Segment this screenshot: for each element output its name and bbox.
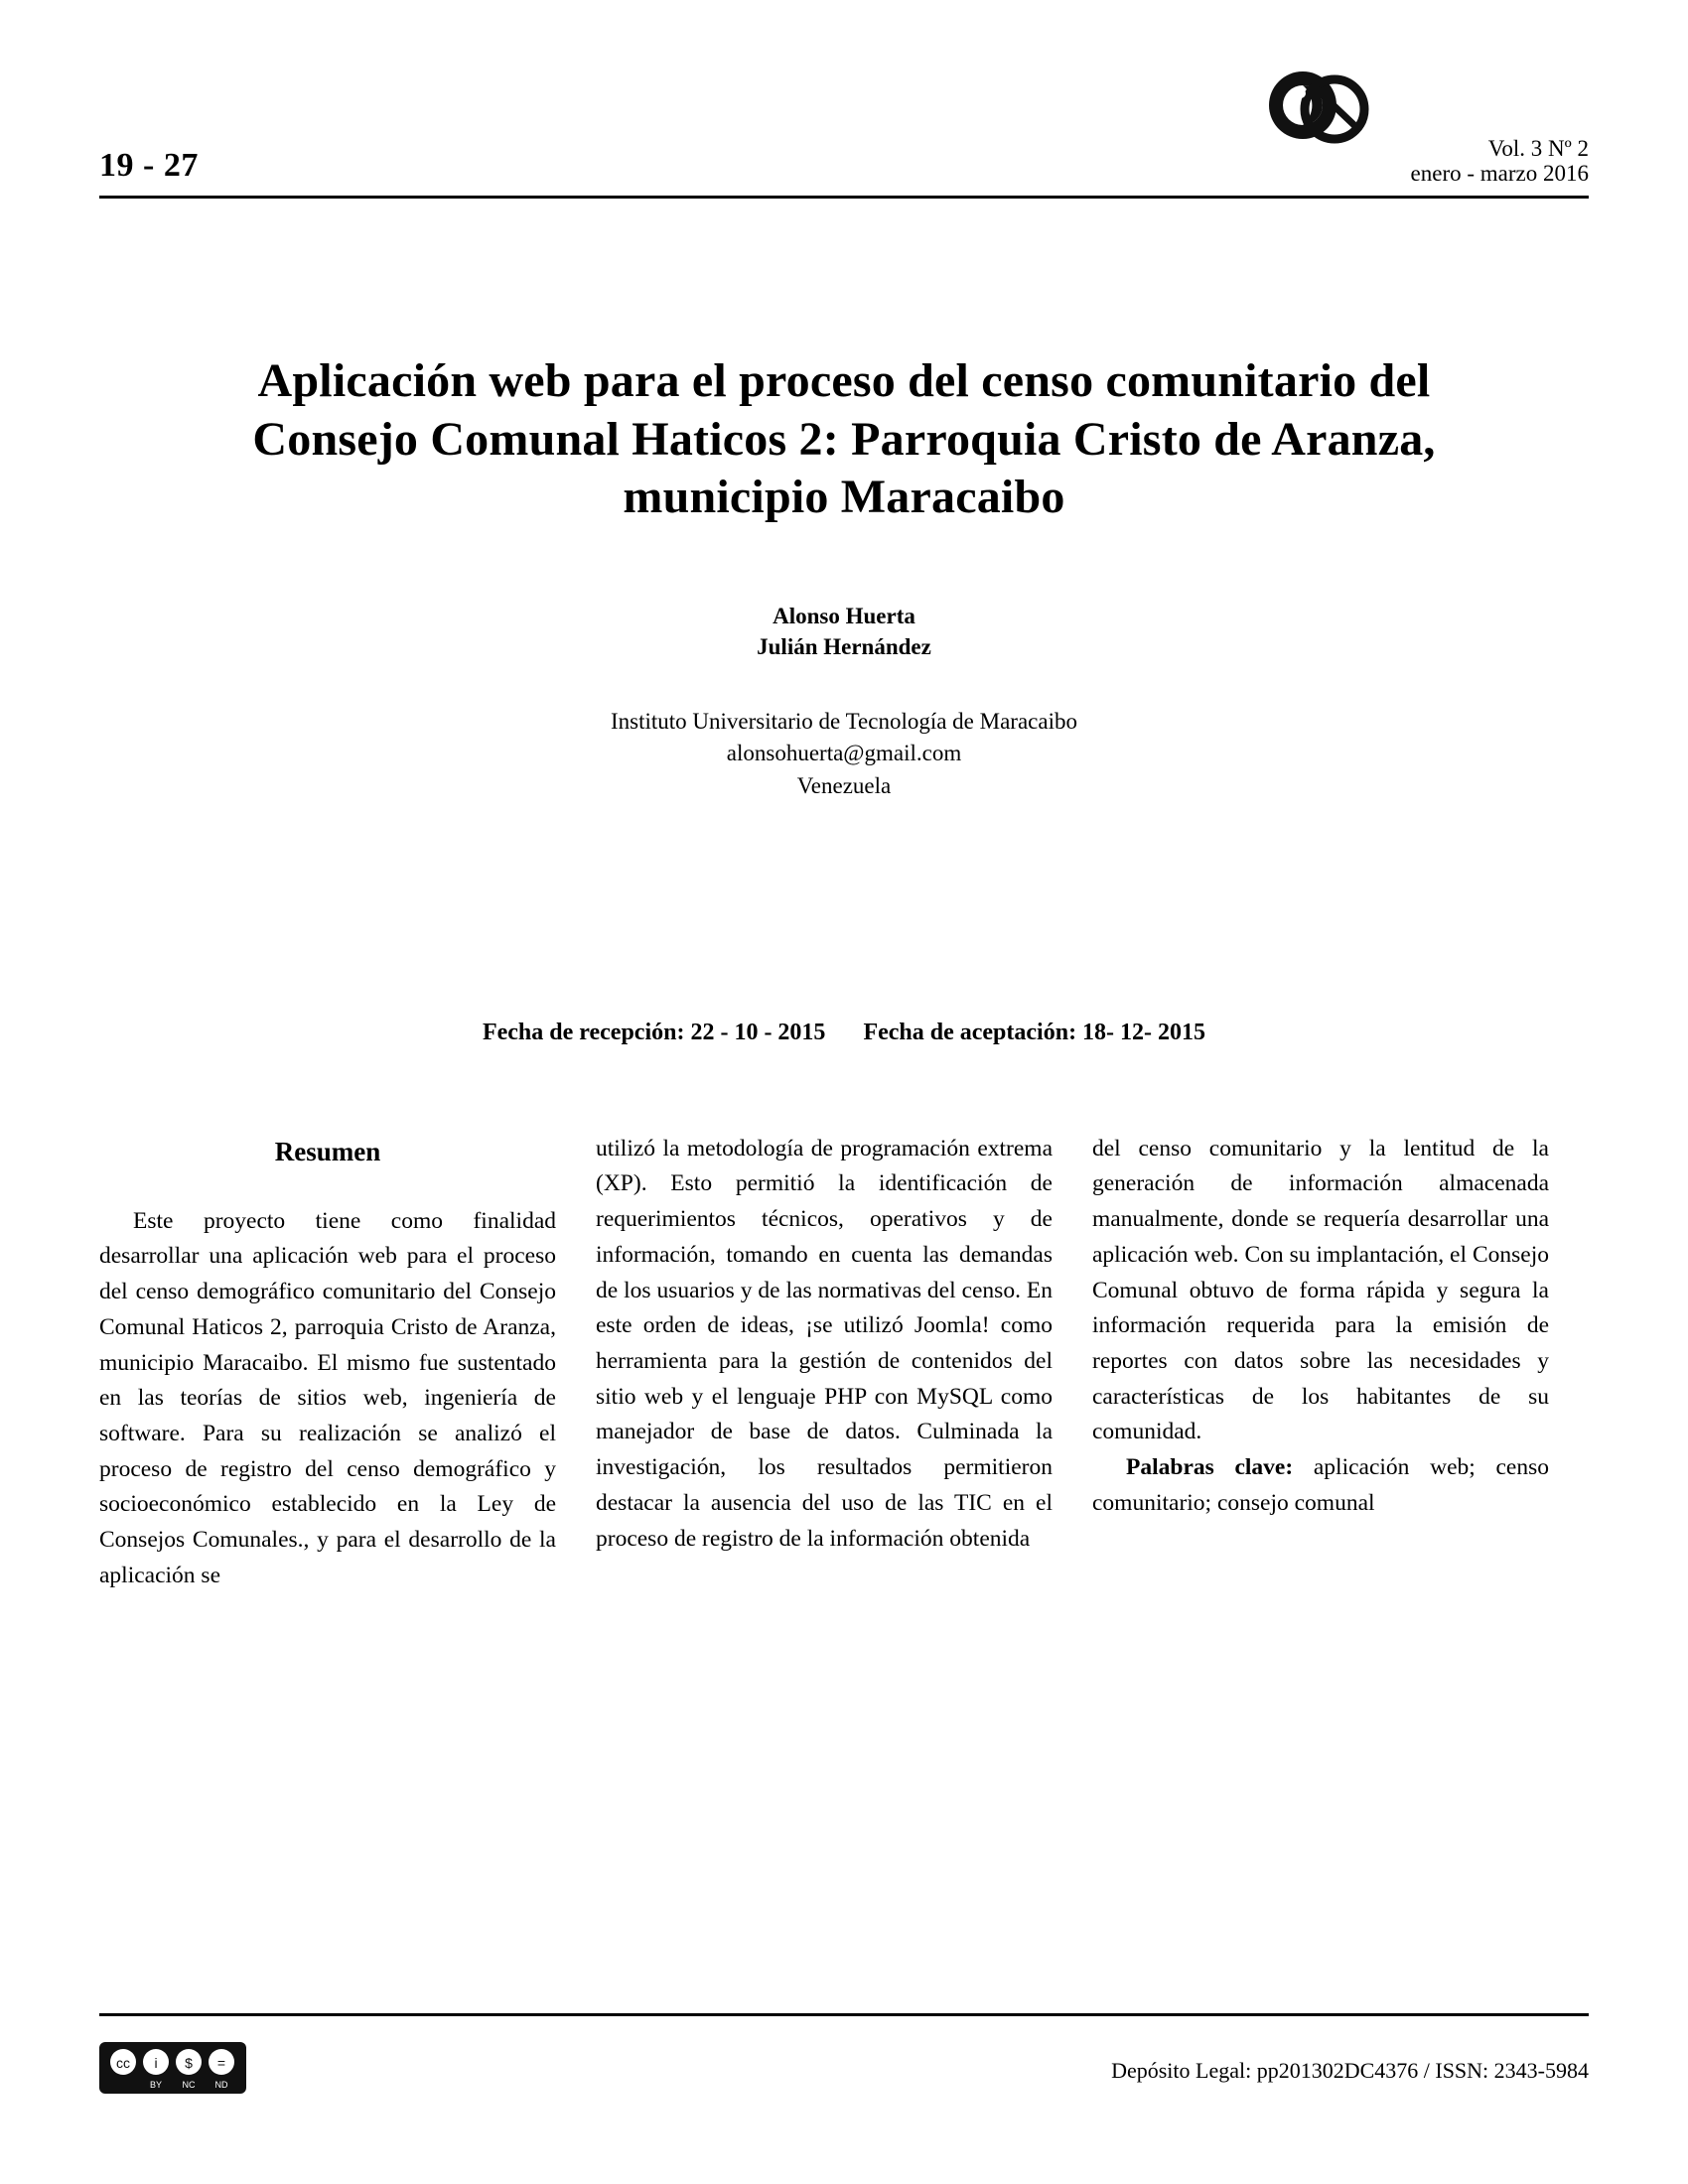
abstract-column-2 — [596, 1132, 1053, 1558]
svg-text:i: i — [154, 2055, 158, 2071]
svg-text:$: $ — [185, 2055, 193, 2071]
abstract-paragraph: Este proyecto tiene como finalidad desarrollar una aplicación web para el proceso del censo demográfico comunitario del Consejo Comunal Haticos 2, parroquia Cristo de Aranza, municipio Maracaibo. El mismo fue sustentado en las teorías de sitios web, ingeniería de software. Para su realización se analizó el proceso de registro del censo demográfico y socioeconómico establecido en la Ley de Consejos Comunales., y para el desarrollo de la aplicación se — [99, 1207, 556, 1588]
svg-text:NC: NC — [182, 2080, 196, 2090]
page-footer — [99, 2013, 1589, 2099]
author-name: Julián Hernández — [757, 633, 931, 659]
creative-commons-by-nc-nd-icon — [99, 2042, 246, 2099]
page-header — [99, 60, 1589, 199]
keywords-block — [1092, 1450, 1549, 1521]
affiliation-block — [99, 706, 1589, 803]
header-divider — [99, 196, 1589, 199]
author-name: Alonso Huerta — [773, 603, 915, 628]
abstract-column-3 — [1092, 1132, 1549, 1522]
keywords-label: Palabras clave: — [1126, 1454, 1294, 1481]
abstract-heading: Resumen — [274, 1136, 381, 1166]
abstract-paragraph: del censo comunitario y la lentitud de la generación de información almacenada manualmente, donde se requería desarrollar una aplicación web. Con su implantación, el Consejo Comunal obtuvo de forma rápida y segura la información requerida para la emisión de reportes con datos sobre las necesidades y características de los habitantes de su comunidad. — [1092, 1135, 1549, 1445]
abstract-paragraph: utilizó la metodología de programación extrema (XP). Esto permitió la identificación de requerimientos técnicos, operativos y de información, tomando en cuenta las demandas de los usuarios y de las normativas del censo. En este orden de ideas, ¡se utilizó Joomla! como herramienta para la gestión de contenidos del sitio web y el lenguaje PHP con MySQL como manejador de base de datos. Culminada la investigación, los resultados permitieron destacar la ausencia del uso de las TIC en el proceso de registro de la información obtenida — [596, 1135, 1053, 1552]
legal-deposit-text: Depósito Legal: pp201302DC4376 / ISSN: 2343-5984 — [1111, 2057, 1589, 2083]
footer-divider — [99, 2013, 1589, 2016]
keywords-text: aplicación web; censo comunitario; consejo comunal — [1092, 1454, 1549, 1516]
svg-text:cc: cc — [116, 2055, 130, 2071]
acceptance-date: Fecha de aceptación: 18- 12- 2015 — [863, 1019, 1206, 1045]
author-list — [99, 601, 1589, 662]
submission-dates — [99, 1020, 1589, 1046]
svg-text:=: = — [216, 2055, 226, 2071]
abstract-columns — [99, 1132, 1589, 1594]
title-block — [99, 352, 1589, 1046]
affiliation-email: alonsohuerta@gmail.com — [726, 741, 962, 766]
svg-text:ND: ND — [214, 2080, 228, 2090]
reception-date: Fecha de recepción: 22 - 10 - 2015 — [482, 1019, 826, 1045]
page-title: Aplicación web para el proceso del censo comunitario del Consejo Comunal Haticos 2: Parroquia Cristo de Aranza, municipio Maracaibo — [252, 354, 1436, 524]
affiliation-country: Venezuela — [796, 773, 892, 799]
abstract-column-1 — [99, 1132, 556, 1594]
issue-date-label: enero - marzo 2016 — [1410, 161, 1589, 187]
journal-logo — [1255, 64, 1374, 163]
page-range: 19 - 27 — [99, 147, 199, 184]
volume-label: Vol. 3 Nº 2 — [1487, 135, 1589, 161]
affiliation-institution: Instituto Universitario de Tecnología de Maracaibo — [611, 708, 1077, 734]
issue-info — [1411, 136, 1589, 188]
svg-text:BY: BY — [149, 2080, 163, 2090]
